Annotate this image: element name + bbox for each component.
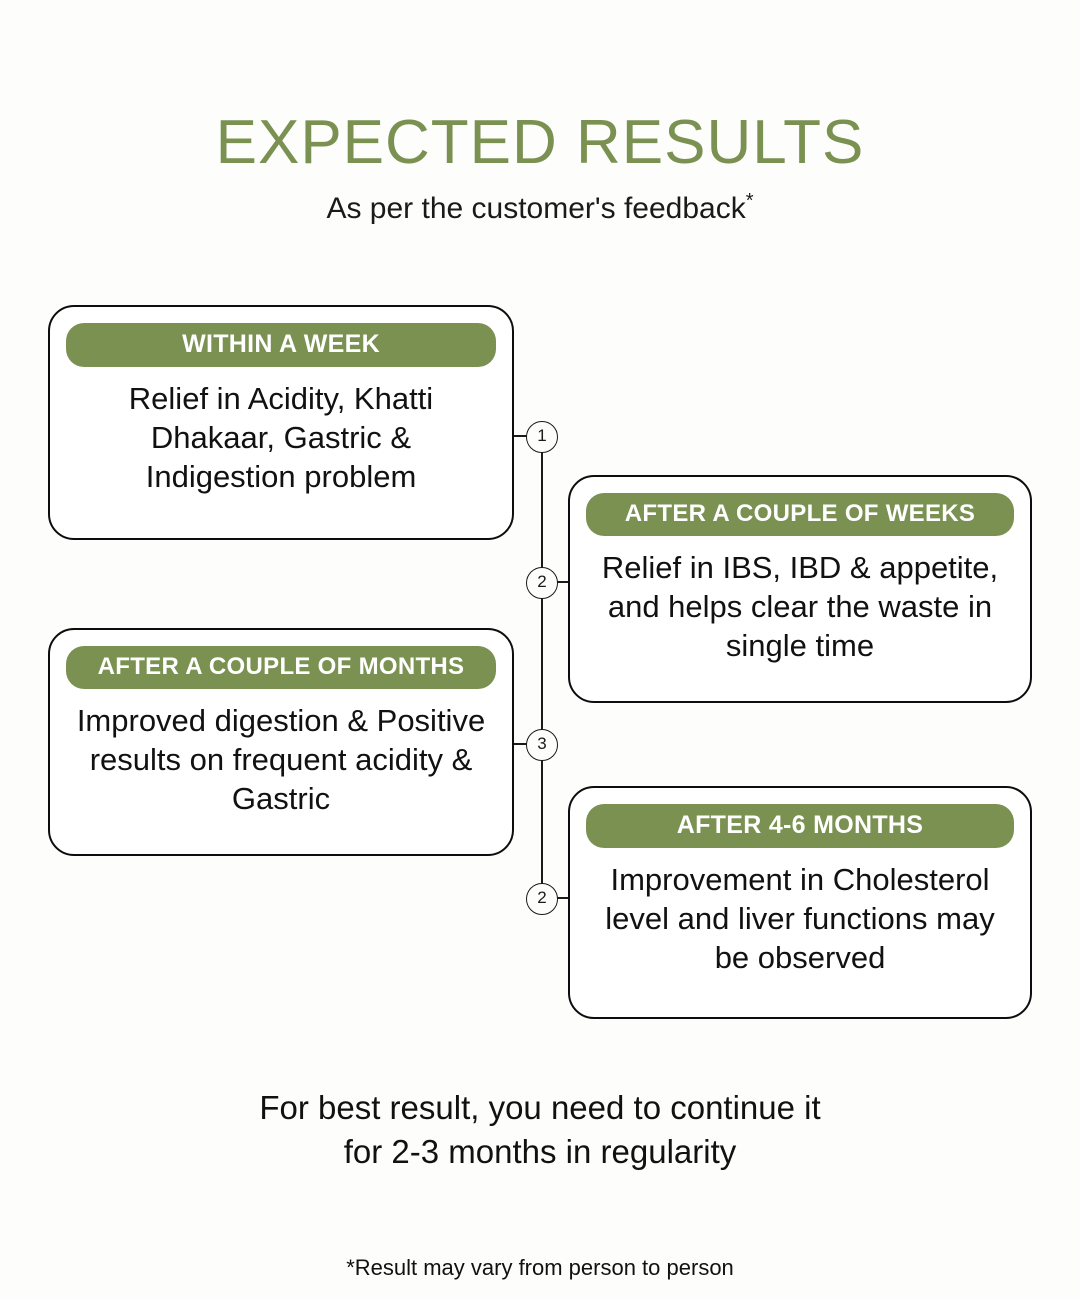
card-label-after-4-6-months: AFTER 4-6 MONTHS <box>586 804 1014 848</box>
card-text-after-a-couple-of-months: Improved digestion & Positive results on frequent acidity & Gastric <box>76 703 486 817</box>
timeline-node-2: 2 <box>526 567 558 599</box>
card-after-4-6-months <box>568 786 1032 1019</box>
card-within-a-week <box>48 305 514 540</box>
card-text-after-a-couple-of-weeks: Relief in IBS, IBD & appetite, and helps clear the waste in single time <box>601 550 999 664</box>
asterisk-marker: * <box>745 190 754 212</box>
timeline-node-1: 1 <box>526 421 558 453</box>
card-text-within-a-week: Relief in Acidity, Khatti Dhakaar, Gastric & Indigestion problem <box>128 381 434 495</box>
footer-note-line-2: for 2-3 months in regularity <box>343 1133 737 1171</box>
timeline-node-3: 3 <box>526 729 558 761</box>
timeline-spine <box>541 435 543 905</box>
card-text-after-4-6-months: Improvement in Cholesterol level and liver functions may be observed <box>605 862 995 976</box>
card-after-a-couple-of-weeks <box>568 475 1032 703</box>
page-title: EXPECTED RESULTS <box>215 108 865 177</box>
card-after-a-couple-of-months <box>48 628 514 856</box>
page-subtitle-text: As per the customer's feedback <box>326 192 746 225</box>
card-label-within-a-week: WITHIN A WEEK <box>66 323 496 367</box>
page-subtitle <box>0 190 1080 226</box>
disclaimer-text: *Result may vary from person to person <box>346 1255 734 1280</box>
card-label-after-a-couple-of-weeks: AFTER A COUPLE OF WEEKS <box>586 493 1014 536</box>
card-label-after-a-couple-of-months: AFTER A COUPLE OF MONTHS <box>66 646 496 689</box>
footer-note-line-1: For best result, you need to continue it <box>259 1089 821 1126</box>
footer-note <box>0 1086 1080 1174</box>
timeline-node-4: 2 <box>526 883 558 915</box>
